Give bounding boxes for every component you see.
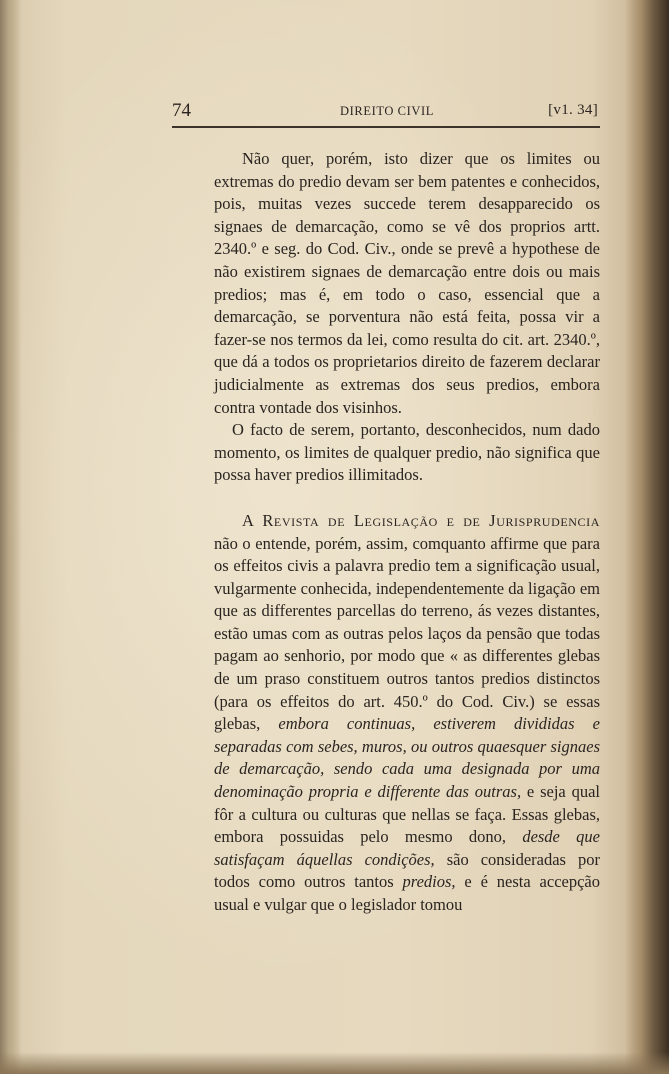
- text-segment: e é nesta accepção usual e vulgar que o legislador tomou: [214, 872, 600, 914]
- italic-segment: embora continuas, estiverem divididas e separadas com sebes, muros, ou outros quaesquer signaes de demarcação, sendo cada uma designada por uma denominação propria e differente das outras,: [214, 714, 600, 802]
- page-gutter-shadow: [0, 0, 22, 1074]
- journal-title: A Revista de Legislação e de Jurisprudencia: [242, 510, 600, 530]
- text-segment: não o entende, porém, assim, comquanto affirme que para os effeitos civis a palavra predio tem a significação usual, vulgarmente conhecida, independentemente da ligação em que as differentes parcellas do terreno, ás vezes distantes, estão umas com as outras pelos laços da pensão que todas pagam ao senhorio, por modo que « as differentes glebas de um praso constituem outros tantos predios distinctos (para os effeitos do art. 450.º do Cod. Civ.) se essas glebas,: [214, 533, 600, 734]
- page-header: [172, 100, 600, 126]
- header-rule: [172, 126, 600, 128]
- paragraph: [214, 510, 600, 917]
- paragraph: [214, 148, 600, 419]
- text-segment: Não quer, porém, isto dizer que os limites ou extremas do predio devam ser bem patentes e conhecidos, pois, muitas vezes succede terem desapparecido os signaes de demarcação, como se vê dos proprios artt. 2340.º e seg. do Cod. Civ., onde se prevê a hypothese de não existirem signaes de demarcação entre dois ou mais predios; mas é, em todo o caso, essencial que a demarcação, se porventura não está feita, possa vir a fazer-se nos termos da lei, como resulta do cit. art. 2340.º, que dá a todos os proprietarios direito de fazerem declarar judicialmente as extremas dos seus predios, embora contra vontade dos visinhos.: [214, 149, 600, 417]
- section-reference: [v1. 34]: [548, 102, 598, 118]
- italic-segment: desde que satisfaçam áquellas condições,: [214, 827, 600, 869]
- page-bottom-shadow: [0, 1052, 669, 1074]
- body-text: [214, 148, 600, 917]
- page-number: 74: [172, 100, 191, 121]
- page-edge-shadow: [625, 0, 669, 1074]
- italic-segment: predios,: [402, 872, 456, 892]
- text-segment: O facto de serem, portanto, desconhecidos, num dado momento, os limites de qualquer predio, não significa que possa haver predios illimitados.: [214, 420, 600, 485]
- text-segment: e seja qual fôr a cultura ou culturas que nellas se faça. Essas glebas, embora possuidas pelo mesmo dono,: [214, 782, 601, 847]
- running-head: DIREITO CIVIL: [340, 104, 435, 118]
- text-segment: são consideradas por todos como outros tantos: [214, 849, 600, 892]
- paragraph: [214, 419, 600, 487]
